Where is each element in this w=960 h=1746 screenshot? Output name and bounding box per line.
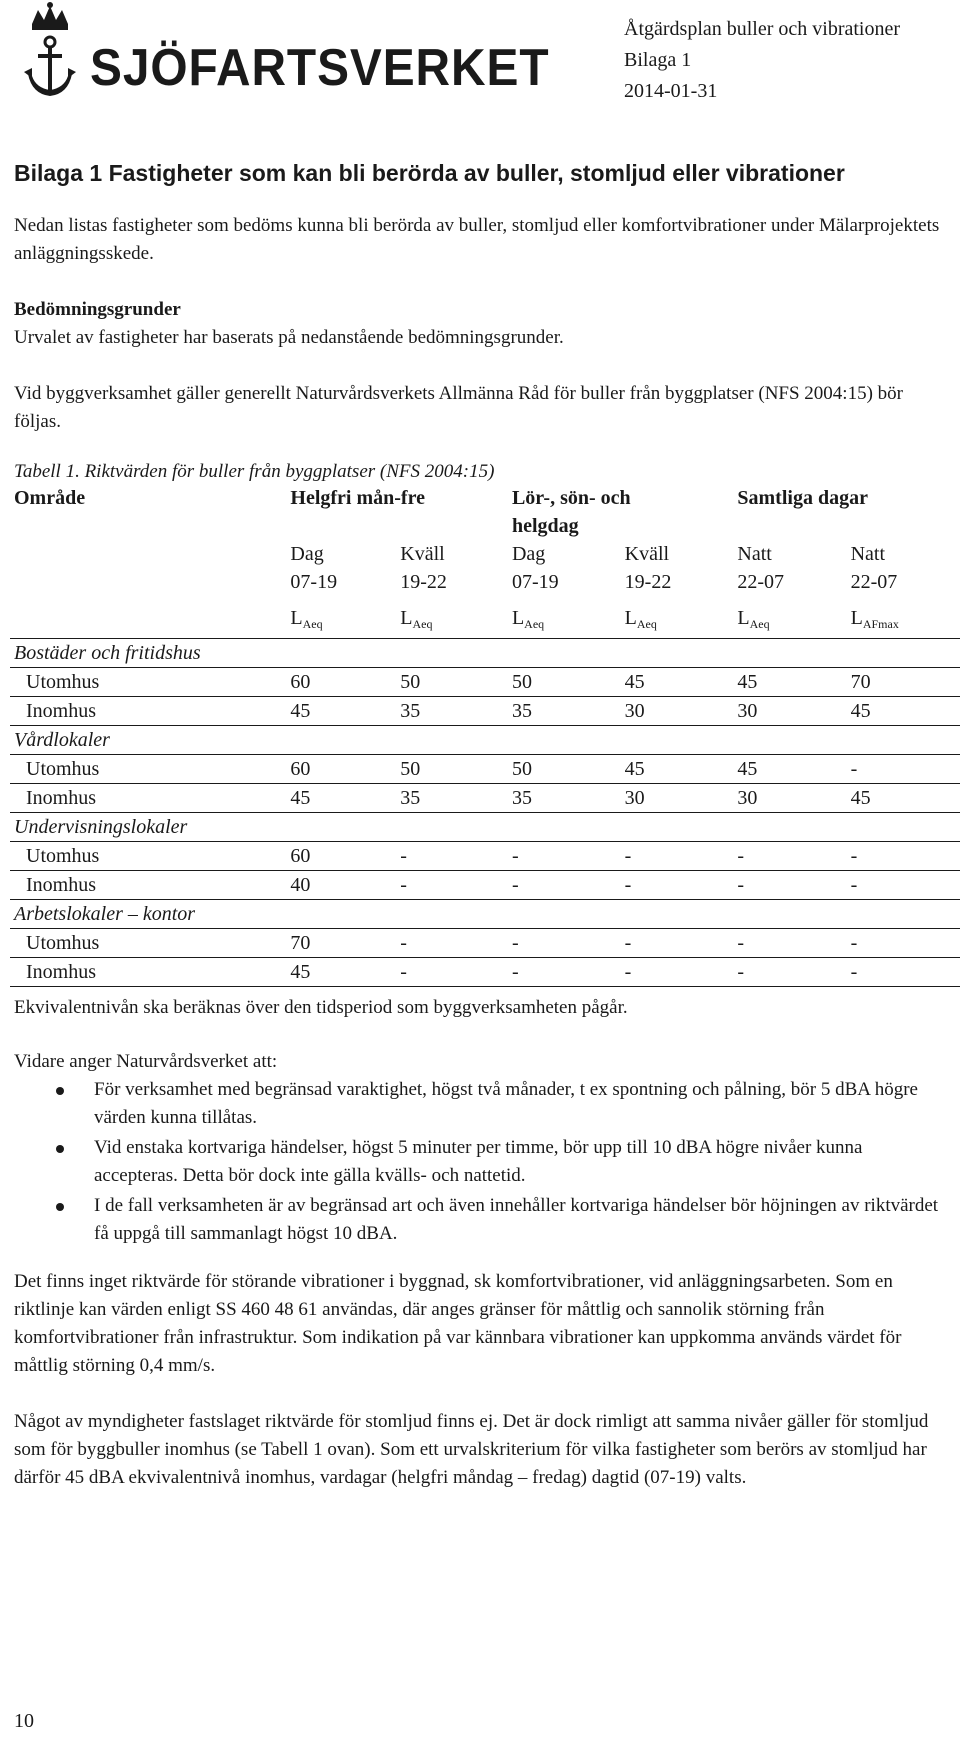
table-cell: -: [396, 929, 508, 958]
table-cell: -: [847, 871, 960, 900]
period-time: 22-07: [850, 571, 898, 593]
bullet-icon: [56, 1087, 64, 1095]
intro-paragraph: Nedan listas fastigheter som bedöms kunna bli berörda av buller, stomljud eller komfortvibrationer under Mälarprojektets anläggningsskede.: [14, 215, 940, 264]
table-cell: 45: [621, 668, 734, 697]
table-cell: -: [621, 842, 734, 871]
row-label: Utomhus: [10, 929, 286, 958]
sjofartsverket-logo: [8, 2, 550, 110]
document-header: [624, 14, 900, 107]
metric-cell: $L_{Aeq}$: [737, 607, 770, 631]
period-time: 19-22: [400, 571, 447, 593]
metric-row: [10, 604, 960, 639]
table-cell: -: [508, 871, 621, 900]
metric-cell: $L_{Aeq}$: [290, 607, 323, 631]
document-title: Åtgärdsplan buller och vibrationer: [624, 18, 901, 40]
table-cell: 45: [733, 755, 846, 784]
period-name: Kväll: [400, 543, 445, 565]
table-row: [10, 755, 960, 784]
table-cell: 30: [621, 784, 734, 813]
metric-cell: $L_{AFmax}$: [850, 607, 899, 631]
table-cell: 45: [286, 784, 396, 813]
table-group-row: [10, 813, 960, 842]
row-label: Utomhus: [10, 668, 286, 697]
period-time: 07-19: [511, 571, 559, 593]
further-intro: Vidare anger Naturvårdsverket att:: [14, 1051, 278, 1072]
table-group-row: [10, 639, 960, 668]
weekend-group-header: Lör-, sön- och helgdag: [511, 487, 631, 537]
table-cell: -: [733, 929, 846, 958]
group-name: Vårdlokaler: [14, 729, 110, 751]
table-caption: Tabell 1. Riktvärden för buller från byggplatser (NFS 2004:15): [14, 461, 495, 482]
bullet-icon: [56, 1145, 64, 1153]
table-row: [10, 929, 960, 958]
vibration-paragraph: Det finns inget riktvärde för störande vibrationer i byggnad, sk komfortvibrationer, vid anläggningsarbeten. Som en riktlinje kan värden enligt SS 460 48 61 användas, där anges gränser för måttlig och sannolik störning från komfortvibrationer från infrastruktur. Som indikation på var kännbara vibrationer kan uppkomma används värdet för måttlig störning 0,4 mm/s.: [14, 1271, 902, 1376]
row-label: Inomhus: [10, 697, 286, 726]
table-cell: 35: [508, 784, 621, 813]
table-cell: -: [847, 842, 960, 871]
bullet-icon: [56, 1203, 64, 1211]
table-row: [10, 668, 960, 697]
document-date: 2014-01-31: [624, 80, 718, 102]
period-name: Dag: [511, 543, 546, 565]
table-cell: 50: [396, 668, 508, 697]
table-group-row: [10, 900, 960, 929]
table-cell: -: [396, 958, 508, 987]
table-row: [10, 697, 960, 726]
metric-cell: $L_{Aeq}$: [511, 607, 545, 631]
row-label: Inomhus: [10, 958, 286, 987]
page-title: Bilaga 1 Fastigheter som kan bli berörda av buller, stomljud eller vibrationer: [14, 160, 845, 186]
table-row: [10, 958, 960, 987]
table-cell: -: [847, 958, 960, 987]
group-name: Bostäder och fritidshus: [10, 639, 960, 668]
period-name: Kväll: [624, 543, 670, 565]
group-name: Undervisningslokaler: [14, 816, 188, 838]
table-cell: 50: [396, 755, 508, 784]
period-name-row: [10, 540, 960, 568]
list-item: I de fall verksamheten är av begränsad art och även innehåller kortvariga händelser bör höjningen av riktvärdet få uppgå till sammanlagt högst 10 dBA.: [14, 1192, 949, 1248]
table-cell: 50: [508, 668, 621, 697]
table-cell: 30: [621, 697, 734, 726]
period-time: 19-22: [624, 571, 672, 593]
table-row: [10, 871, 960, 900]
row-label: Utomhus: [10, 755, 286, 784]
table-cell: 70: [847, 668, 960, 697]
table-cell: -: [847, 929, 960, 958]
list-item: För verksamhet med begränsad varaktighet, högst två månader, t ex spontning och pålning, bör 5 dBA högre värden kunna tillåtas.: [14, 1076, 949, 1132]
table-cell: 30: [733, 784, 846, 813]
appendix-label: Bilaga 1: [624, 49, 692, 71]
table-cell: 45: [286, 958, 396, 987]
table-cell: 35: [396, 697, 508, 726]
table-cell: -: [733, 958, 846, 987]
table-cell: 45: [847, 697, 960, 726]
table-cell: -: [847, 755, 960, 784]
table-cell: 60: [286, 755, 396, 784]
criteria-heading: Bedömningsgrunder: [14, 299, 181, 320]
table-cell: 45: [847, 784, 960, 813]
table-cell: 40: [286, 871, 396, 900]
logo-wordmark: SJÖFARTSVERKET: [90, 39, 550, 97]
noise-guideline-table: [10, 484, 960, 987]
weekday-group-header: Helgfri mån-fre: [290, 487, 425, 509]
row-label: Utomhus: [10, 842, 286, 871]
table-cell: 50: [508, 755, 621, 784]
period-name: Natt: [737, 543, 772, 565]
construction-paragraph: Vid byggverksamhet gäller generellt Naturvårdsverkets Allmänna Råd för buller från byggplatser (NFS 2004:15) bör följas.: [14, 383, 903, 432]
table-cell: -: [733, 871, 846, 900]
row-label: Inomhus: [10, 784, 286, 813]
table-cell: -: [396, 871, 508, 900]
period-time: 22-07: [737, 571, 785, 593]
bullet-list: [14, 1076, 949, 1250]
row-label: Inomhus: [10, 871, 286, 900]
structure-noise-paragraph: Något av myndigheter fastslaget riktvärde för stomljud finns ej. Det är dock rimligt att samma nivåer gäller för stomljud som för byggbuller inomhus (se Tabell 1 ovan). Som ett urvalskriterium för vilka fastigheter som berörs av stomljud har därför 45 dBA ekvivalentnivå inomhus, vardagar (helgfri måndag – fredag) dagtid (07-19) valts.: [14, 1411, 929, 1488]
table-cell: 35: [508, 697, 621, 726]
criteria-text: Urvalet av fastigheter har baserats på nedanstående bedömningsgrunder.: [14, 327, 564, 348]
table-row: [10, 842, 960, 871]
table-cell: 70: [286, 929, 396, 958]
page-number: 10: [14, 1710, 34, 1732]
table-cell: -: [396, 842, 508, 871]
table-cell: -: [733, 842, 846, 871]
table-cell: 60: [286, 668, 396, 697]
period-time-row: [10, 568, 960, 596]
table-cell: 35: [396, 784, 508, 813]
period-name: Natt: [850, 543, 886, 565]
table-cell: 60: [286, 842, 396, 871]
area-header: Område: [14, 487, 86, 509]
table-cell: -: [621, 871, 734, 900]
table-cell: -: [508, 958, 621, 987]
table-cell: -: [508, 842, 621, 871]
metric-cell: $L_{Aeq}$: [400, 607, 433, 631]
metric-cell: $L_{Aeq}$: [624, 607, 657, 631]
crown-anchor-icon: [18, 2, 82, 102]
period-name: Dag: [290, 543, 324, 565]
table-cell: -: [621, 929, 734, 958]
table-cell: 30: [733, 697, 846, 726]
table-cell: 45: [286, 697, 396, 726]
table-cell: 45: [621, 755, 734, 784]
table-cell: -: [621, 958, 734, 987]
table-group-row: [10, 726, 960, 755]
all-days-group-header: Samtliga dagar: [737, 487, 868, 509]
table-header-row: [10, 484, 960, 540]
equivalent-level-paragraph: Ekvivalentnivån ska beräknas över den tidsperiod som byggverksamheten pågår.: [14, 997, 628, 1018]
group-name: Arbetslokaler – kontor: [14, 903, 196, 925]
period-time: 07-19: [290, 571, 338, 593]
table-cell: -: [508, 929, 621, 958]
table-cell: 45: [733, 668, 846, 697]
list-item: Vid enstaka kortvariga händelser, högst 5 minuter per timme, bör upp till 10 dBA högre nivåer kunna accepteras. Detta bör dock inte gälla kvälls- och nattetid.: [14, 1134, 949, 1190]
table-row: [10, 784, 960, 813]
